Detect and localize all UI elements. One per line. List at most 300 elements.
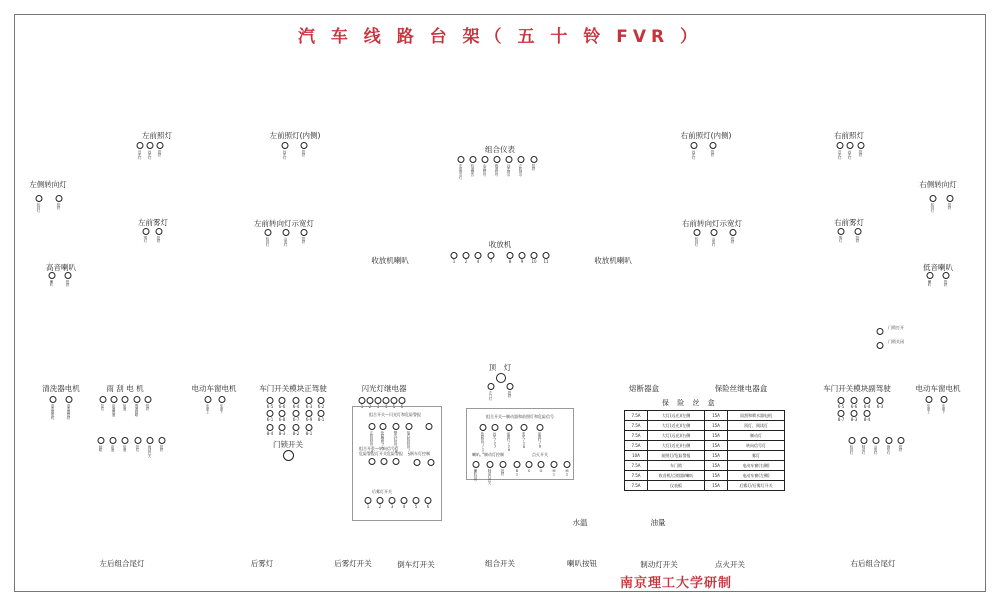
terminal[interactable] [482,156,489,176]
terminal[interactable] [838,410,845,422]
fuse-description: 收音机/点烟器/喇叭 [648,471,705,481]
terminal[interactable] [886,437,893,454]
terminal-label: B1 [515,469,519,476]
terminal[interactable] [473,461,480,481]
terminal-circle[interactable] [526,461,533,468]
terminal-circle[interactable] [318,397,325,404]
terminal[interactable] [480,424,487,455]
terminal-circle[interactable] [710,142,717,149]
terminal-circle[interactable] [301,229,308,236]
terminal-circle[interactable] [858,142,865,149]
terminal[interactable] [526,461,533,473]
terminal[interactable] [50,396,57,419]
terminal-circle[interactable] [159,437,166,444]
terminal-number: 8-1 [317,417,325,422]
terminal-label: 雾灯 [144,236,148,242]
fuse-rating: 7.5A [625,441,648,451]
terminal-circle[interactable] [730,229,737,236]
terminal-circle[interactable] [265,229,272,236]
terminal[interactable] [943,272,950,286]
terminal-circle[interactable] [293,424,300,431]
terminal[interactable] [282,142,289,159]
terminal-circle[interactable] [399,397,406,404]
terminal[interactable] [930,195,937,212]
terminal-circle[interactable] [318,410,325,417]
terminal[interactable] [389,497,396,509]
terminal-circle[interactable] [111,396,118,403]
component-label: 保险丝继电器盒 [714,384,768,393]
door-lock-switch-terminal[interactable] [283,450,294,461]
terminal-circle[interactable] [470,156,477,163]
terminal[interactable] [301,229,308,243]
terminal-label: 喇叭 [50,280,54,286]
terminal[interactable] [137,142,144,159]
terminal-circle[interactable] [838,228,845,235]
terminal[interactable] [265,229,272,246]
terminal-circle[interactable] [293,397,300,404]
terminal-circle[interactable] [518,156,525,163]
terminal[interactable] [507,252,514,264]
terminal[interactable] [458,156,465,179]
terminal[interactable] [147,142,154,159]
terminal-circle[interactable] [306,410,313,417]
terminal-circle[interactable] [506,156,513,163]
terminal[interactable] [267,397,274,409]
terminal-label: 危险信号/11 [481,432,485,455]
terminal-circle[interactable] [267,424,274,431]
terminal-label: 制动灯 [862,445,866,454]
terminal-circle[interactable] [393,423,400,430]
terminal[interactable] [506,156,513,176]
terminal-circle[interactable] [381,458,388,465]
terminal-circle[interactable] [564,461,571,468]
terminal[interactable] [500,461,507,475]
diagram-title: 汽 车 线 路 台 架（ 五 十 铃 FVR ） [297,27,703,47]
terminal-circle[interactable] [283,229,290,236]
terminal[interactable] [134,396,141,416]
terminal-circle[interactable] [851,410,858,417]
terminal[interactable] [413,497,420,509]
terminal-label: 近光灯 [138,150,142,159]
terminal[interactable] [488,252,495,264]
terminal[interactable] [293,410,300,422]
terminal-circle[interactable] [267,410,274,417]
terminal-circle[interactable] [898,437,905,444]
terminal-circle[interactable] [492,424,499,431]
terminal-circle[interactable] [380,423,387,430]
terminal-number: 6-7 [292,417,300,422]
terminal[interactable] [855,228,862,242]
component-label: 闪光灯继电器 [361,384,407,393]
fuse-row [625,451,785,461]
terminal[interactable] [543,252,550,264]
terminal-circle[interactable] [293,410,300,417]
terminal-label: 转向灯 [37,203,41,212]
terminal[interactable] [537,424,544,448]
terminal-circle[interactable] [877,397,884,404]
terminal[interactable] [145,396,152,410]
terminal[interactable] [947,195,954,209]
terminal-circle[interactable] [475,252,482,259]
terminal[interactable] [864,410,871,422]
terminal-circle[interactable] [369,458,376,465]
terminal[interactable] [56,195,63,209]
terminal-circle[interactable] [694,229,701,236]
terminal-number: 4 [402,504,406,509]
terminal-circle[interactable] [521,424,528,431]
terminal-circle[interactable] [877,342,884,349]
terminal-circle[interactable] [365,497,372,504]
terminal-circle[interactable] [122,437,129,444]
terminal-number: 6-6 [278,404,286,409]
terminal-circle[interactable] [849,437,856,444]
terminal-circle[interactable] [847,142,854,149]
terminal-circle[interactable] [930,195,937,202]
terminal[interactable] [470,156,477,176]
terminal[interactable] [487,461,494,484]
terminal-circle[interactable] [267,397,274,404]
component-label: 右前雾灯 [834,218,864,227]
terminal[interactable] [463,252,470,264]
terminal[interactable] [898,437,905,451]
terminal-circle[interactable] [66,396,73,403]
terminal[interactable] [851,397,858,409]
terminal[interactable] [941,396,948,413]
terminal-circle[interactable] [551,461,558,468]
terminal[interactable] [110,437,117,451]
terminal[interactable] [49,272,56,286]
terminal-circle[interactable] [507,252,514,259]
terminal-circle[interactable] [531,252,538,259]
terminal[interactable] [694,229,701,246]
component-label: 左前转向灯示宽灯 [254,219,314,228]
terminal-circle[interactable] [391,397,398,404]
terminal-number: 6 [426,504,430,509]
terminal[interactable] [279,410,286,422]
terminal[interactable] [205,396,212,413]
terminal[interactable] [143,228,150,242]
component-label: 熔断器盒 [629,384,659,393]
terminal[interactable] [847,142,854,159]
terminal[interactable] [538,461,545,473]
terminal-circle[interactable] [401,497,408,504]
terminal[interactable] [521,424,528,449]
terminal-circle[interactable] [359,397,366,404]
terminal-number: 6-3 [305,404,313,409]
terminal[interactable] [425,497,432,509]
fuse-row [625,471,785,481]
terminal[interactable] [381,458,388,465]
terminal[interactable] [111,396,118,416]
terminal[interactable] [861,437,868,454]
terminal-circle[interactable] [837,142,844,149]
terminal[interactable] [156,228,163,242]
component-label: 右侧转向灯 [919,180,957,189]
terminal-circle[interactable] [426,423,433,430]
terminal-circle[interactable] [147,142,154,149]
terminal-circle[interactable] [500,461,507,468]
terminal[interactable] [66,396,73,419]
terminal[interactable] [849,437,856,454]
terminal-number: 8-3 [278,431,286,436]
terminal-circle[interactable] [538,461,545,468]
terminal-label: 搭铁 [944,280,948,286]
terminal-circle[interactable] [279,410,286,417]
terminal[interactable] [159,437,166,451]
fuse-row [625,461,785,471]
component-label: 电动车窗电机 [191,384,237,393]
terminal[interactable] [318,410,325,422]
terminal-circle[interactable] [506,424,513,431]
terminal-circle[interactable] [425,497,432,504]
fuse-table [624,410,785,491]
terminal-circle[interactable] [282,142,289,149]
terminal-circle[interactable] [488,383,495,390]
terminal[interactable] [267,410,274,422]
terminal[interactable] [475,252,482,264]
terminal-circle[interactable] [135,437,142,444]
terminal-circle[interactable] [157,142,164,149]
terminal[interactable] [877,328,884,335]
terminal[interactable] [219,396,226,413]
terminal[interactable] [283,229,290,246]
component-label: 高音喇叭 [46,263,76,272]
terminal[interactable] [927,272,934,286]
terminal-circle[interactable] [494,156,501,163]
terminal[interactable] [157,142,164,156]
terminal[interactable] [494,156,501,176]
fuse-rating: 7.5A [625,461,648,471]
terminal-circle[interactable] [947,195,954,202]
terminal[interactable] [293,424,300,436]
terminal-circle[interactable] [480,424,487,431]
terminal-circle[interactable] [143,228,150,235]
terminal-circle[interactable] [458,156,465,163]
terminal-number: 8-4 [863,417,871,422]
terminal[interactable] [877,397,884,409]
fuse-row [625,481,785,491]
terminal-number: 6-3 [876,404,884,409]
terminal-circle[interactable] [531,156,538,163]
terminal-circle[interactable] [711,229,718,236]
terminal[interactable] [414,459,421,466]
terminal-circle[interactable] [36,195,43,202]
terminal[interactable] [135,437,142,451]
fuse-description: 电动车窗(右侧) [728,461,785,471]
terminal-label: 车窗下 [220,404,224,413]
terminal[interactable] [551,461,558,476]
terminal-circle[interactable] [49,272,56,279]
terminal[interactable] [377,497,384,509]
rear-fog-switch-label: 后雾灯开关 [372,489,392,494]
terminal-circle[interactable] [414,459,421,466]
terminal[interactable] [36,195,43,212]
terminal-circle[interactable] [367,397,374,404]
terminal[interactable] [691,142,698,159]
terminal[interactable] [838,397,845,409]
terminal[interactable] [873,437,880,454]
terminal-circle[interactable] [389,497,396,504]
terminal-circle[interactable] [122,396,129,403]
combo-ignition-label: 点火开关 [532,452,548,457]
terminal[interactable] [401,497,408,509]
terminal[interactable] [147,437,154,457]
component-label: 右前照灯 [834,131,864,140]
terminal[interactable] [492,424,499,449]
terminal[interactable] [306,410,313,422]
terminal[interactable] [100,396,107,410]
terminal[interactable] [507,383,514,397]
terminal-circle[interactable] [147,437,154,444]
terminal-circle[interactable] [383,397,390,404]
terminal[interactable] [451,252,458,264]
terminal-label: 水温信号 [483,164,487,176]
terminal[interactable] [306,424,313,436]
flasher-extra-label: 倒车灯控制 [410,451,430,456]
terminal-circle[interactable] [873,437,880,444]
terminal-circle[interactable] [65,272,72,279]
terminal[interactable] [301,142,308,156]
terminal-circle[interactable] [864,397,871,404]
terminal-circle[interactable] [943,272,950,279]
terminal[interactable] [306,397,313,409]
terminal-circle[interactable] [838,397,845,404]
terminal-label: 近光灯 [838,150,842,159]
terminal[interactable] [877,342,884,349]
terminal-circle[interactable] [507,383,514,390]
terminal-circle[interactable] [205,396,212,403]
terminal-label: 复位 [136,445,140,451]
terminal[interactable] [122,437,129,451]
terminal[interactable] [506,424,513,452]
terminal-circle[interactable] [941,396,948,403]
terminal-circle[interactable] [50,396,57,403]
terminal[interactable] [864,397,871,409]
terminal-circle[interactable] [413,497,420,504]
terminal[interactable] [926,396,933,413]
terminal-label: 转向灯 [695,237,699,246]
terminal-circle[interactable] [851,397,858,404]
terminal[interactable] [426,423,433,430]
terminal[interactable] [488,383,495,400]
terminal[interactable] [279,424,286,436]
terminal-circle[interactable] [487,461,494,468]
terminal[interactable] [838,228,845,242]
fuse-rating: 7.5A [625,431,648,441]
terminal-label: 低速 [123,445,127,451]
terminal-circle[interactable] [110,437,117,444]
terminal-circle[interactable] [864,410,871,417]
terminal-number: 4 [476,259,480,264]
terminal-label: 左转指示 [519,164,523,176]
terminal-circle[interactable] [488,252,495,259]
terminal-circle[interactable] [428,459,435,466]
terminal-circle[interactable] [393,458,400,465]
terminal[interactable] [518,156,525,176]
terminal[interactable] [531,252,538,264]
dome-light-terminal[interactable] [496,373,506,383]
terminal[interactable] [393,458,400,465]
terminal-circle[interactable] [543,252,550,259]
terminal-circle[interactable] [855,228,862,235]
terminal[interactable] [369,458,376,465]
terminal-circle[interactable] [137,142,144,149]
terminal-circle[interactable] [134,396,141,403]
terminal-circle[interactable] [301,142,308,149]
terminal-circle[interactable] [56,195,63,202]
terminal-circle[interactable] [100,396,107,403]
terminal-label: 高速 [111,445,115,451]
terminal-label: 搭铁 [146,404,150,410]
terminal-circle[interactable] [145,396,152,403]
terminal-circle[interactable] [156,228,163,235]
terminal[interactable] [267,424,274,436]
terminal[interactable] [293,397,300,409]
terminal-circle[interactable] [877,328,884,335]
terminal[interactable] [851,410,858,422]
terminal-label: 高速慢速 [112,404,116,416]
terminal-circle[interactable] [279,424,286,431]
terminal[interactable] [564,461,571,476]
terminal-circle[interactable] [482,156,489,163]
flasher-box-line2a: 组合开关—转向信号灯 [359,446,399,451]
terminal[interactable] [279,397,286,409]
terminal[interactable] [428,459,435,466]
terminal-circle[interactable] [463,252,470,259]
terminal[interactable] [711,229,718,246]
terminal-circle[interactable] [927,272,934,279]
terminal-circle[interactable] [279,397,286,404]
terminal-circle[interactable] [377,497,384,504]
terminal-circle[interactable] [838,410,845,417]
terminal[interactable] [318,397,325,409]
terminal-circle[interactable] [537,424,544,431]
terminal[interactable] [514,461,521,476]
terminal-label: 前照灯/8 [538,432,542,448]
terminal-circle[interactable] [306,397,313,404]
terminal-circle[interactable] [375,397,382,404]
terminal-circle[interactable] [306,424,313,431]
terminal[interactable] [65,272,72,286]
terminal-circle[interactable] [219,396,226,403]
terminal-circle[interactable] [691,142,698,149]
terminal[interactable] [730,229,737,243]
terminal-circle[interactable] [886,437,893,444]
terminal-circle[interactable] [451,252,458,259]
terminal[interactable] [122,396,129,410]
terminal[interactable] [710,142,717,156]
terminal-circle[interactable] [926,396,933,403]
combo-horn-label: 喇叭、制动灯控制 [472,452,504,457]
terminal[interactable] [519,252,526,264]
terminal[interactable] [98,437,105,451]
terminal-circle[interactable] [861,437,868,444]
terminal[interactable] [837,142,844,159]
fuse-row [625,431,785,441]
terminal[interactable] [531,156,538,170]
terminal-circle[interactable] [473,461,480,468]
terminal-circle[interactable] [519,252,526,259]
terminal-circle[interactable] [514,461,521,468]
terminal-label: 搭铁 [899,445,903,451]
terminal[interactable] [365,497,372,509]
terminal[interactable] [858,142,865,156]
terminal-circle[interactable] [406,423,413,430]
terminal-number: 6-9 [305,417,313,422]
terminal-circle[interactable] [98,437,105,444]
component-label: 车门开关模块正驾驶 [259,384,327,393]
terminal-circle[interactable] [369,423,376,430]
